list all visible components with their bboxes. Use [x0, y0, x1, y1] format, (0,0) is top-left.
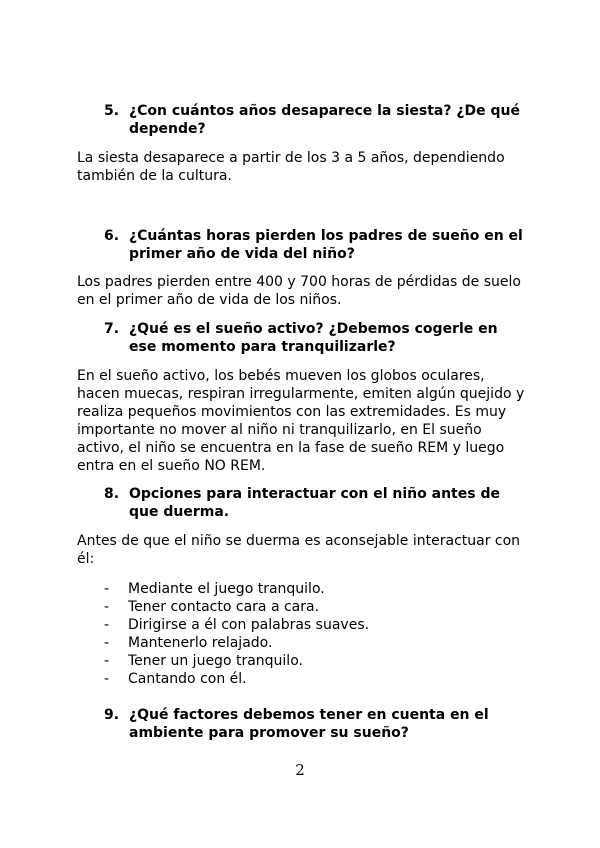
answer-7: En el sueño activo, los bebés mueven los globos oculares, hacen muecas, respiran irregularmente, emiten algún quejido y realiza pequeños movimientos con las extremidades. Es muy importante no mover al niño ni tranquilizarlo, en El sueño activo, el niño se encuentra en la fase de sueño REM y luego entra en el sueño NO REM. [77, 368, 525, 474]
question-8 [104, 485, 524, 521]
question-number: 6. [104, 228, 120, 244]
list-item [100, 598, 520, 616]
question-number: 7. [104, 321, 120, 337]
question-text: Opciones para interactuar con el niño antes de que duerma. [129, 486, 500, 520]
question-number: 9. [104, 707, 120, 723]
question-number: 8. [104, 486, 120, 502]
list-item-text: Mantenerlo relajado. [128, 635, 273, 651]
list-item-text: Tener contacto cara a cara. [128, 599, 320, 615]
list-item-text: Cantando con él. [128, 671, 247, 687]
list-item-text: Dirigirse a él con palabras suaves. [128, 617, 370, 633]
answer-8-intro: Antes de que el niño se duerma es aconsejable interactuar con él: [77, 533, 521, 567]
list-item-text: Mediante el juego tranquilo. [128, 581, 325, 597]
page-number: 2 [295, 761, 305, 779]
question-text: ¿Qué es el sueño activo? ¿Debemos cogerle en ese momento para tranquilizarle? [129, 321, 498, 355]
list-item [100, 652, 520, 670]
list-item [100, 580, 520, 598]
dash-marker: - [104, 653, 110, 669]
dash-marker: - [104, 635, 110, 651]
answer-5: La siesta desaparece a partir de los 3 a 5 años, dependiendo también de la cultura. [77, 150, 505, 184]
dash-marker: - [104, 599, 110, 615]
dash-marker: - [104, 617, 110, 633]
list-item [100, 634, 520, 652]
list-item-text: Tener un juego tranquilo. [128, 653, 303, 669]
question-text: ¿Con cuántos años desaparece la siesta? ¿De qué depende? [129, 103, 520, 137]
answer-6: Los padres pierden entre 400 y 700 horas de pérdidas de suelo en el primer año de vida de los niños. [77, 274, 521, 308]
question-number: 5. [104, 103, 120, 119]
options-list [100, 580, 520, 688]
question-5 [104, 102, 524, 138]
list-item [100, 616, 520, 634]
question-9 [104, 706, 524, 742]
question-7 [104, 320, 524, 356]
list-item [100, 670, 520, 688]
question-text: ¿Cuántas horas pierden los padres de sueño en el primer año de vida del niño? [129, 228, 523, 262]
dash-marker: - [104, 671, 110, 687]
dash-marker: - [104, 581, 110, 597]
question-text: ¿Qué factores debemos tener en cuenta en el ambiente para promover su sueño? [129, 707, 489, 741]
question-6 [104, 227, 524, 263]
